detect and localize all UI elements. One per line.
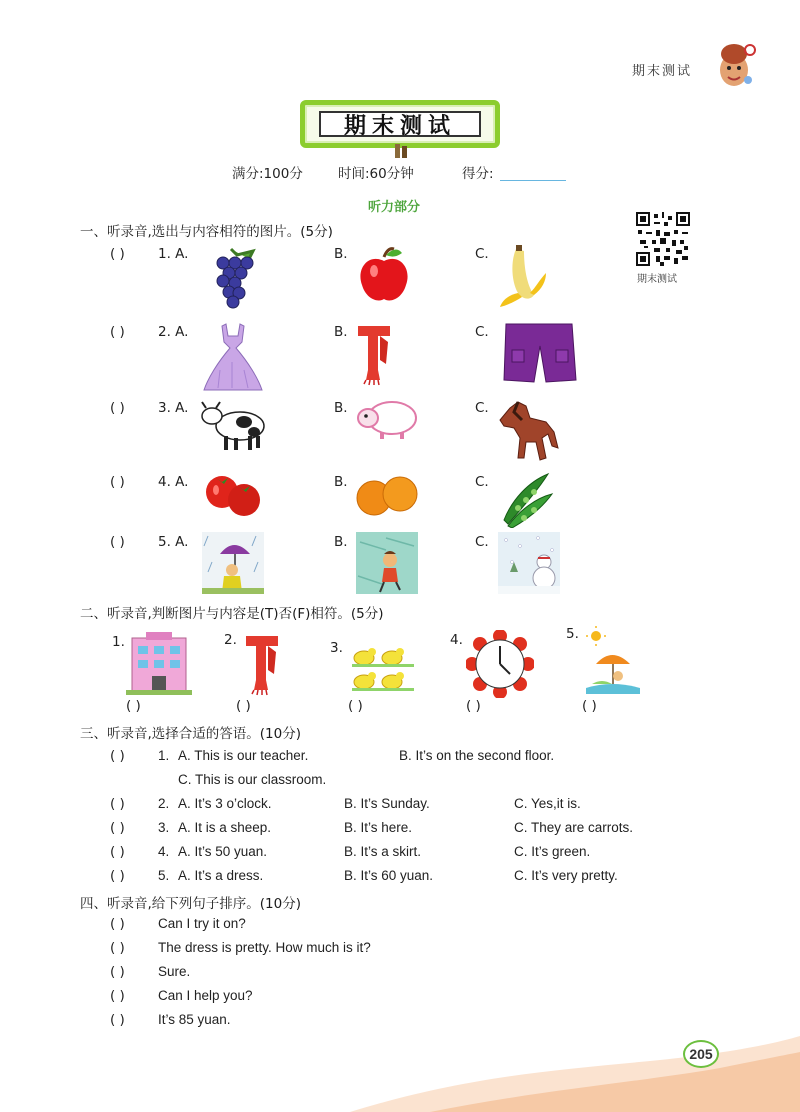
answer-blank[interactable]: ( ) [110,534,125,550]
corner-title: 期末测试 [632,64,693,79]
sentence: Sure. [158,964,191,979]
banana-picture[interactable] [494,243,550,311]
answer-blank[interactable]: ( ) [110,1012,125,1028]
option-c-label: C. [475,324,489,340]
time-limit: 时间:60分钟 [338,166,414,182]
option-b-label: B. [334,534,348,550]
chicks-picture[interactable] [350,644,416,696]
snowy-picture[interactable] [498,532,560,594]
dress-picture[interactable] [200,322,266,392]
option-c-label: C. [475,534,489,550]
question-number: 5. A. [158,534,189,550]
section2-heading: 二、听录音,判断图片与内容是(T)否(F)相符。(5分) [80,606,384,622]
green-beans-picture[interactable] [498,470,554,528]
score-label: 得分: [462,166,494,182]
question-number: 1. [158,748,170,763]
option-a: A. It is a sheep. [178,820,272,835]
section3-heading: 三、听录音,选择合适的答语。(10分) [80,726,302,742]
option-c: C. It’s very pretty. [514,868,618,883]
answer-blank[interactable]: ( ) [110,940,125,956]
option-b: B. It’s on the second floor. [399,748,555,763]
page-number: 205 [683,1040,719,1068]
option-b: B. It’s 60 yuan. [344,868,434,883]
grapes-picture[interactable] [203,245,269,311]
question-number: 2. A. [158,324,189,340]
question-number: 4. A. [158,474,189,490]
answer-blank[interactable]: ( ) [110,796,125,812]
option-a: A. It’s 3 o’clock. [178,796,272,811]
option-c-label: C. [475,246,489,262]
oranges-picture[interactable] [354,470,420,520]
section1-heading: 一、听录音,选出与内容相符的图片。(5分) [80,224,333,240]
beach-picture[interactable] [582,624,642,694]
title-frame [300,100,500,148]
answer-blank[interactable]: ( ) [466,698,481,714]
answer-blank[interactable]: ( ) [348,698,363,714]
answer-blank[interactable]: ( ) [110,246,125,262]
sentence: The dress is pretty. How much is it? [158,940,371,955]
option-b-label: B. [334,474,348,490]
item-number: 5. [566,626,579,642]
cow-picture[interactable] [200,398,268,454]
section4-heading: 四、听录音,给下列句子排序。(10分) [80,896,302,912]
score-blank[interactable] [500,180,566,181]
answer-blank[interactable]: ( ) [110,988,125,1004]
answer-blank[interactable]: ( ) [126,698,141,714]
answer-blank[interactable]: ( ) [236,698,251,714]
qr-code-icon[interactable] [636,212,690,266]
item-number: 1. [112,634,125,650]
answer-blank[interactable]: ( ) [582,698,597,714]
mascot-icon [712,40,758,90]
option-b-label: B. [334,246,348,262]
option-b: B. It’s Sunday. [344,796,430,811]
option-c: C. This is our classroom. [178,772,327,787]
shorts-picture[interactable] [500,322,578,384]
answer-blank[interactable]: ( ) [110,844,125,860]
qr-label: 期末测试 [637,274,677,285]
question-number: 1. A. [158,246,189,262]
listening-heading: 听力部分 [368,200,421,215]
windy-picture[interactable] [356,532,418,594]
scarf-picture[interactable] [352,320,398,386]
answer-blank[interactable]: ( ) [110,964,125,980]
option-b-label: B. [334,324,348,340]
scarf-picture[interactable] [240,630,286,696]
rainy-picture[interactable] [202,532,264,594]
option-c: C. It’s green. [514,844,591,859]
clock-picture[interactable] [466,630,534,698]
item-number: 4. [450,632,463,648]
apple-picture[interactable] [354,245,414,305]
option-c-label: C. [475,474,489,490]
option-b-label: B. [334,400,348,416]
option-a: A. This is our teacher. [178,748,309,763]
option-c-label: C. [475,400,489,416]
answer-blank[interactable]: ( ) [110,400,125,416]
option-c: C. They are carrots. [514,820,634,835]
tomatoes-picture[interactable] [200,472,266,520]
answer-blank[interactable]: ( ) [110,916,125,932]
question-number: 4. [158,844,170,859]
answer-blank[interactable]: ( ) [110,748,125,764]
sentence: Can I help you? [158,988,253,1003]
answer-blank[interactable]: ( ) [110,324,125,340]
question-number: 3. [158,820,170,835]
horse-picture[interactable] [496,398,562,468]
option-b: B. It’s a skirt. [344,844,422,859]
full-score: 满分:100分 [232,166,303,182]
item-number: 3. [330,640,343,656]
sheep-picture[interactable] [354,398,420,440]
pencil-icon [392,142,412,160]
question-number: 2. [158,796,170,811]
option-b: B. It’s here. [344,820,413,835]
option-a: A. It’s 50 yuan. [178,844,268,859]
option-c: C. Yes,it is. [514,796,581,811]
item-number: 2. [224,632,237,648]
building-picture[interactable] [126,632,192,696]
answer-blank[interactable]: ( ) [110,474,125,490]
answer-blank[interactable]: ( ) [110,820,125,836]
sentence: Can I try it on? [158,916,246,931]
sentence: It’s 85 yuan. [158,1012,231,1027]
option-a: A. It’s a dress. [178,868,264,883]
question-number: 5. [158,868,170,883]
page-title: 期末测试 [319,111,481,137]
question-number: 3. A. [158,400,189,416]
answer-blank[interactable]: ( ) [110,868,125,884]
